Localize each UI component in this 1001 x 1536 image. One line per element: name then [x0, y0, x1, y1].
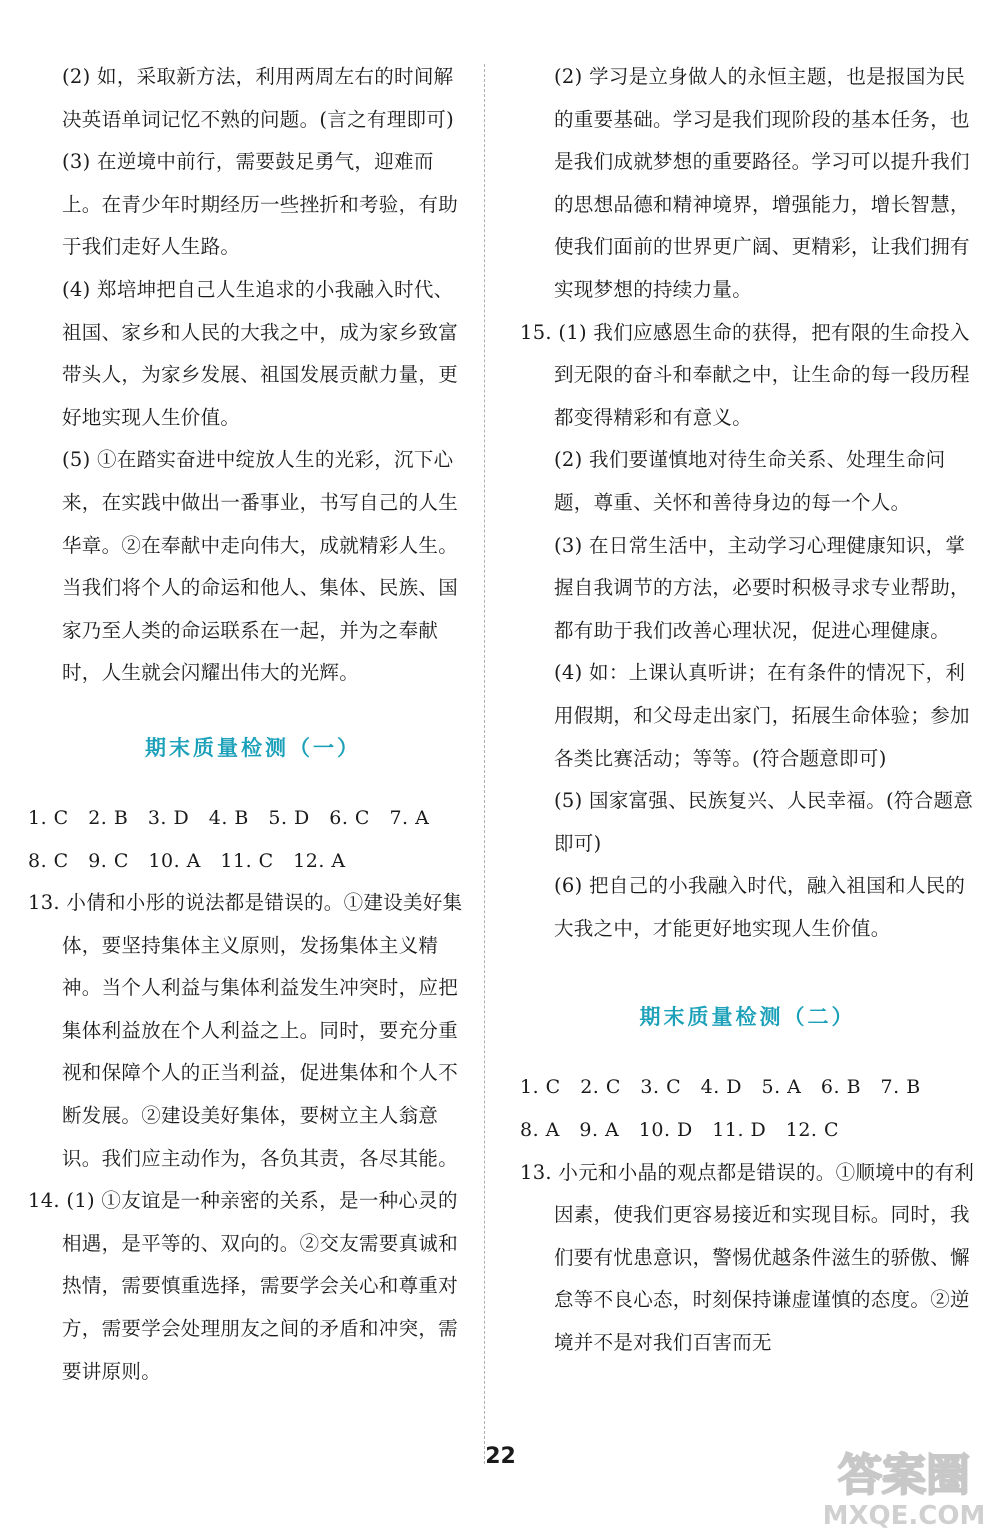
answer-item: (4) 如：上课认真听讲；在有条件的情况下，利用假期，和父母走出家门，拓展生命体验；参加各类比赛活动；等等。(符合题意即可): [554, 661, 970, 770]
answer-line: 8. A 9. A 10. D 11. D 12. C: [520, 1119, 840, 1142]
right-answers-top: [520, 56, 975, 950]
right-answers-bottom: [520, 1152, 975, 1365]
column-divider: [484, 64, 485, 1464]
multiple-choice-answers-1: [28, 797, 468, 882]
watermark-logo-text: 答案圈: [838, 1450, 970, 1501]
answer-item: (2) 学习是立身做人的永恒主题，也是报国为民的重要基础。学习是我们现阶段的基本任务，也是我们成就梦想的重要路径。学习可以提升我们的思想品德和精神境界，增强能力，增长智慧，使我们面前的世界更广阔、更精彩，让我们拥有实现梦想的持续力量。: [554, 65, 970, 301]
answer-item: (5) ①在踏实奋进中绽放人生的光彩，沉下心来，在实践中做出一番事业，书写自己的人生华章。②在奉献中走向伟大，成就精彩人生。当我们将个人的命运和他人、集体、民族、国家乃至人类的命运联系在一起，并为之奉献时，人生就会闪耀出伟大的光辉。: [62, 448, 459, 685]
left-answers-bottom: [28, 882, 468, 1393]
answer-item: 15. (1) 我们应感恩生命的获得，把有限的生命投入到无限的奋斗和奉献之中，让生命的每一段历程都变得精彩和有意义。: [520, 320, 970, 429]
left-column: [28, 56, 468, 1393]
answer-item: 14. (1) ①友谊是一种亲密的关系，是一种心灵的相遇，是平等的、双向的。②交友需要真诚和热情，需要慎重选择，需要学会关心和尊重对方，需要学会处理朋友之间的矛盾和冲突，需要讲原则。: [28, 1189, 459, 1383]
answer-item: (5) 国家富强、民族复兴、人民幸福。(符合题意即可): [554, 789, 974, 855]
answer-item: (3) 在日常生活中，主动学习心理健康知识，掌握自我调节的方法，必要时积极寻求专业帮助，都有助于我们改善心理状况，促进心理健康。: [554, 533, 970, 642]
watermark-url: MXQE.COM: [822, 1501, 986, 1531]
right-column: [520, 56, 975, 1365]
answer-item: (3) 在逆境中前行，需要鼓足勇气，迎难而上。在青少年时期经历一些挫折和考验，有助于我们走好人生路。: [62, 150, 459, 259]
multiple-choice-answers-2: [520, 1066, 975, 1151]
section-heading-final-exam-1: 期末质量检测（一）: [145, 734, 361, 760]
answer-item: 13. 小倩和小彤的说法都是错误的。①建设美好集体，要坚持集体主义原则，发扬集体主义精神。当个人利益与集体利益发生冲突时，应把集体利益放在个人利益之上。同时，要充分重视和保障个人的正当利益，促进集体和个人不断发展。②建设美好集体，要树立主人翁意识。我们应主动作为，各负其责，各尽其能。: [28, 891, 463, 1170]
answer-item: (6) 把自己的小我融入时代，融入祖国和人民的大我之中，才能更好地实现人生价值。: [554, 874, 966, 940]
section-heading-final-exam-2: 期末质量检测（二）: [639, 1004, 856, 1030]
answer-item: 13. 小元和小晶的观点都是错误的。①顺境中的有利因素，使我们更容易接近和实现目标。同时，我们要有忧患意识，警惕优越条件滋生的骄傲、懈怠等不良心态，时刻保持谦虚谨慎的态度。②逆境并不是对我们百害而无: [520, 1160, 975, 1355]
left-answers-top: [28, 56, 468, 695]
page-number: 22: [485, 1444, 516, 1469]
answer-item: (2) 我们要谨慎地对待生命关系、处理生命问题，尊重、关怀和善待身边的每一个人。: [554, 448, 946, 514]
answer-line: 1. C 2. C 3. C 4. D 5. A 6. B 7. B: [520, 1076, 921, 1099]
answer-item: (2) 如，采取新方法，利用两周左右的时间解决英语单词记忆不熟的问题。(言之有理即可): [62, 65, 455, 131]
answer-item: (4) 郑培坤把自己人生追求的小我融入时代、祖国、家乡和人民的大我之中，成为家乡致富带头人，为家乡发展、祖国发展贡献力量，更好地实现人生价值。: [62, 277, 459, 429]
watermark-logo: [819, 1438, 989, 1532]
answer-line: 8. C 9. C 10. A 11. C 12. A: [28, 849, 346, 872]
answer-line: 1. C 2. B 3. D 4. B 5. D 6. C 7. A: [28, 806, 430, 829]
